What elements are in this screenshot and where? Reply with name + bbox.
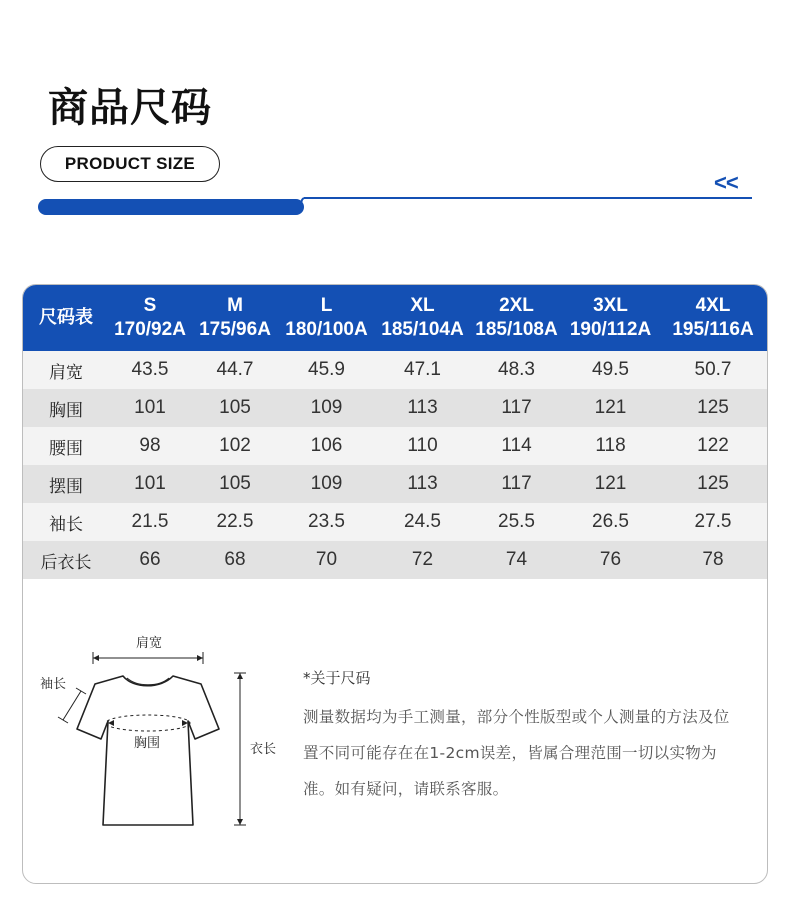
row-label: 后衣长	[40, 552, 92, 573]
table-cell: 98	[139, 435, 161, 456]
table-cell: 74	[505, 549, 528, 570]
table-cell: 118	[595, 435, 626, 456]
table-cell: 25.5	[498, 511, 535, 532]
table-cell: 102	[219, 435, 251, 456]
table-cell: 109	[310, 397, 343, 418]
table-cell: 66	[139, 549, 161, 570]
size-column-header: 3XL 190/112A	[569, 295, 652, 340]
row-label: 肩宽	[49, 362, 83, 383]
size-column-header: S 170/92A	[114, 295, 186, 340]
size-column-header: 4XL 195/116A	[672, 295, 754, 340]
size-note-heading: *关于尺码	[303, 669, 371, 687]
table-cell: 43.5	[131, 359, 169, 380]
table-cell: 122	[697, 435, 729, 456]
table-cell: 23.5	[308, 511, 345, 532]
size-column-header: M 175/96A	[199, 295, 271, 340]
table-cell: 125	[697, 397, 729, 418]
size-note-body: 测量数据均为手工测量，部分个性版型或个人测量的方法及位置不同可能存在在1-2cm误差，皆属合理范围一切以实物为准。如有疑问，请联系客服。	[303, 708, 730, 798]
table-cell: 101	[134, 397, 166, 418]
row-label: 摆围	[49, 476, 83, 497]
table-cell: 48.3	[498, 359, 535, 380]
table-cell: 78	[702, 549, 724, 570]
table-cell: 22.5	[216, 511, 254, 532]
table-cell: 47.1	[404, 359, 441, 380]
table-cell: 121	[594, 397, 627, 418]
table-cell: 68	[224, 549, 246, 570]
size-card	[22, 284, 768, 884]
table-cell: 24.5	[404, 511, 441, 532]
row-label: 袖长	[49, 514, 83, 535]
size-column-header: 2XL 185/108A	[475, 295, 558, 340]
table-cell: 44.7	[216, 359, 254, 380]
row-header-label: 尺码表	[39, 307, 93, 328]
table-cell: 114	[501, 435, 532, 456]
table-cell: 49.5	[592, 359, 629, 380]
table-cell: 106	[310, 435, 343, 456]
table-cell: 105	[219, 473, 251, 494]
table-cell: 117	[501, 473, 532, 494]
chest-label: 胸围	[133, 736, 161, 751]
body-length-label: 衣长	[249, 742, 277, 757]
table-cell: 70	[315, 549, 338, 570]
product-size-badge: PRODUCT SIZE	[40, 146, 220, 182]
table-cell: 45.9	[308, 359, 345, 380]
table-cell: 101	[134, 473, 166, 494]
page-title: 商品尺码	[48, 85, 212, 131]
table-cell: 27.5	[694, 511, 732, 532]
decorative-divider	[0, 188, 790, 228]
table-cell: 113	[407, 473, 438, 494]
chevron-left-icon: <<	[714, 170, 738, 195]
table-cell: 110	[407, 435, 438, 456]
size-column-header: XL 185/104A	[381, 295, 464, 340]
table-cell: 21.5	[131, 511, 169, 532]
table-cell: 26.5	[592, 511, 629, 532]
table-cell: 121	[594, 473, 627, 494]
table-cell: 50.7	[694, 359, 732, 380]
table-cell: 105	[219, 397, 251, 418]
table-cell: 125	[697, 473, 729, 494]
row-label: 腰围	[49, 438, 83, 459]
sleeve-length-label: 袖长	[39, 677, 67, 692]
shoulder-width-label: 肩宽	[135, 636, 163, 651]
row-label: 胸围	[49, 400, 83, 421]
table-cell: 76	[599, 549, 622, 570]
table-cell: 72	[411, 549, 434, 570]
table-cell: 117	[501, 397, 532, 418]
size-column-header: L 180/100A	[285, 295, 368, 340]
table-cell: 109	[310, 473, 343, 494]
table-cell: 113	[407, 397, 438, 418]
